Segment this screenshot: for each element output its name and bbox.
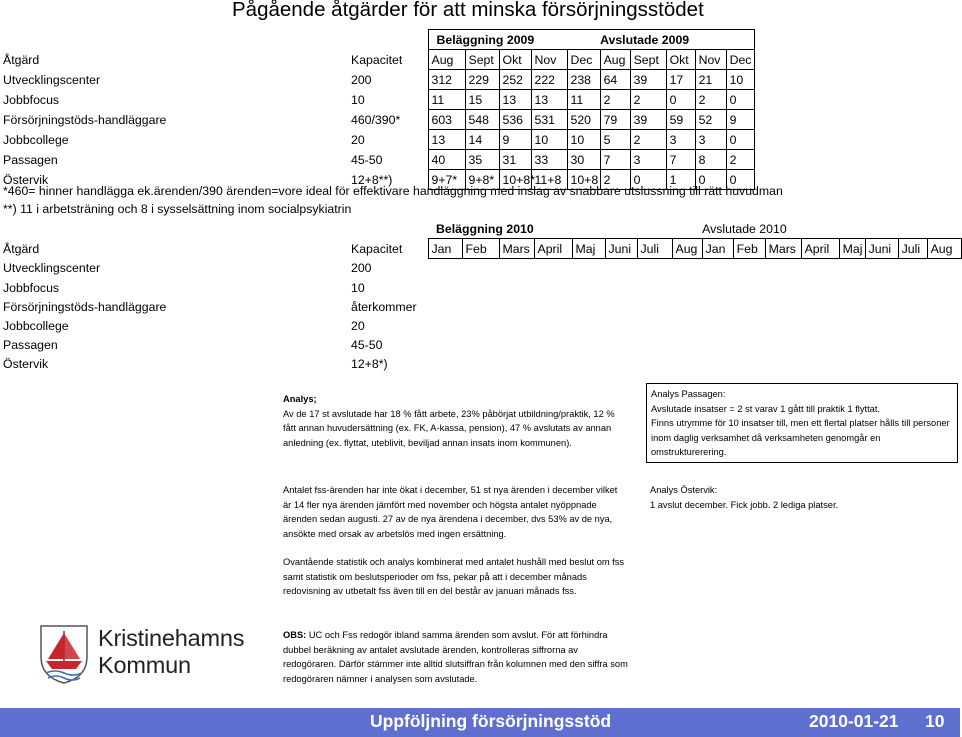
logo-line-1: Kristinehamns bbox=[98, 625, 245, 651]
group-closed-2009-header: Avslutade 2009 bbox=[600, 30, 754, 50]
row-capacity-cell: 200 bbox=[348, 70, 428, 90]
row-value-cell bbox=[927, 297, 961, 316]
table-row bbox=[0, 150, 754, 170]
row-value-cell bbox=[702, 259, 733, 279]
month-header: Mars bbox=[499, 239, 534, 259]
month-header: Juni bbox=[865, 239, 898, 259]
month-header: April bbox=[801, 239, 839, 259]
month-header: Aug bbox=[672, 239, 702, 259]
row-capacity-cell: 45-50 bbox=[348, 150, 428, 170]
row-value-cell: 0 bbox=[726, 170, 754, 190]
table-2009 bbox=[0, 29, 755, 190]
row-value-cell bbox=[672, 316, 702, 335]
row-value-cell bbox=[499, 278, 534, 297]
row-value-cell: 603 bbox=[428, 110, 465, 130]
row-value-cell bbox=[801, 259, 839, 279]
footnote-ostervik: **) 11 i arbetsträning och 8 i sysselsättning inom socialpsykiatrin bbox=[3, 202, 352, 216]
month-header: Jan bbox=[702, 239, 733, 259]
analysis-paragraph-1: Av de 17 st avslutade har 18 % fått arbete, 23% påbörjat utbildning/praktik, 12 % fått annan huvudersättning (ex. FK, A-kassa, pension), 47 % avslutats av annan anledning (ex. flyttat, uteblivit, beviljad annan insats inom kommunen). bbox=[283, 408, 615, 448]
row-value-cell bbox=[637, 278, 672, 297]
row-value-cell bbox=[733, 297, 765, 316]
row-value-cell bbox=[765, 278, 801, 297]
row-value-cell bbox=[605, 259, 637, 279]
month-header: Juni bbox=[605, 239, 637, 259]
month-header: Juli bbox=[898, 239, 927, 259]
ostervik-heading: Analys Östervik: bbox=[650, 485, 718, 495]
footer-title: Uppföljning försörjningsstöd bbox=[370, 711, 612, 731]
row-value-cell bbox=[428, 316, 462, 335]
row-value-cell bbox=[499, 335, 534, 354]
row-value-cell: 0 bbox=[726, 90, 754, 110]
row-value-cell: 52 bbox=[695, 110, 726, 130]
row-action-cell: Jobbcollege bbox=[3, 318, 69, 333]
row-value-cell bbox=[637, 335, 672, 354]
row-value-cell: 8 bbox=[695, 150, 726, 170]
row-action-cell: Utvecklingscenter bbox=[3, 261, 101, 276]
row-value-cell bbox=[865, 335, 898, 354]
table-row bbox=[0, 70, 754, 90]
analysis-box-2 bbox=[279, 480, 632, 546]
row-value-cell bbox=[702, 316, 733, 335]
row-value-cell: 13 bbox=[531, 90, 567, 110]
table-row bbox=[0, 259, 961, 279]
row-value-cell bbox=[801, 278, 839, 297]
row-value-cell bbox=[801, 354, 839, 373]
row-value-cell: 21 bbox=[695, 70, 726, 90]
row-value-cell bbox=[534, 278, 572, 297]
row-value-cell bbox=[534, 297, 572, 316]
row-value-cell bbox=[605, 335, 637, 354]
row-value-cell: 17 bbox=[666, 70, 695, 90]
month-header: Aug bbox=[428, 50, 465, 70]
row-value-cell: 229 bbox=[465, 70, 499, 90]
analysis-paragraph-2: Antalet fss-ärenden har inte ökat i december, 51 st nya ärenden i december vilket är 14 fler nya ärenden jämfört med november och högsta antalet nyöppnade ärenden sedan augusti. 27 av de nya ärendena i december, dvs 53% av de nya, ansökte med orsak av arbetslös med ingen ersättning. bbox=[283, 485, 618, 539]
month-header: April bbox=[534, 239, 572, 259]
row-value-cell bbox=[605, 316, 637, 335]
row-value-cell bbox=[702, 297, 733, 316]
row-value-cell bbox=[462, 278, 499, 297]
row-action-cell: Passagen bbox=[3, 337, 58, 352]
row-value-cell bbox=[462, 354, 499, 373]
row-value-cell bbox=[702, 354, 733, 373]
row-value-cell bbox=[839, 316, 865, 335]
row-value-cell bbox=[898, 316, 927, 335]
row-value-cell bbox=[733, 259, 765, 279]
table-row bbox=[0, 316, 961, 335]
row-capacity-cell: återkommer bbox=[351, 299, 417, 314]
row-value-cell: 3 bbox=[630, 150, 666, 170]
row-value-cell bbox=[865, 354, 898, 373]
group-occupancy-2009-header: Beläggning 2009 bbox=[428, 30, 600, 50]
obs-text: UC och Fss redogör ibland samma ärenden som avslut. För att förhindra dubbel beräkning av antalet avslutade ärenden, kontrolleras siffrorna av redogöraren. Därför stämmer inte alltid slutsiffran från kolumnen med den siffra som redogöraren nämner i analysen som avslutade. bbox=[283, 630, 628, 684]
row-value-cell: 2 bbox=[630, 90, 666, 110]
row-value-cell bbox=[462, 316, 499, 335]
row-value-cell: 64 bbox=[600, 70, 630, 90]
table-row bbox=[0, 335, 961, 354]
row-value-cell bbox=[428, 354, 462, 373]
table-row bbox=[0, 354, 961, 373]
row-value-cell bbox=[572, 297, 605, 316]
analysis-heading: Analys; bbox=[283, 394, 317, 404]
row-value-cell bbox=[499, 259, 534, 279]
row-value-cell: 1 bbox=[666, 170, 695, 190]
row-value-cell bbox=[672, 278, 702, 297]
row-value-cell bbox=[499, 297, 534, 316]
row-value-cell bbox=[534, 316, 572, 335]
row-value-cell bbox=[428, 278, 462, 297]
row-value-cell: 30 bbox=[567, 150, 600, 170]
row-action-cell: Försörjningstöds-handläggare bbox=[3, 299, 167, 314]
table-row bbox=[0, 297, 961, 316]
row-value-cell: 10+8 bbox=[567, 170, 600, 190]
row-value-cell: 252 bbox=[499, 70, 531, 90]
row-value-cell: 9 bbox=[499, 130, 531, 150]
row-value-cell: 13 bbox=[428, 130, 465, 150]
row-value-cell bbox=[572, 316, 605, 335]
row-value-cell bbox=[839, 278, 865, 297]
row-value-cell: 35 bbox=[465, 150, 499, 170]
row-value-cell: 0 bbox=[726, 130, 754, 150]
row-value-cell bbox=[637, 316, 672, 335]
row-value-cell bbox=[765, 316, 801, 335]
row-action-cell: Östervik bbox=[3, 356, 49, 371]
row-value-cell: 10+8* bbox=[499, 170, 531, 190]
row-value-cell: 312 bbox=[428, 70, 465, 90]
column-header-action: Åtgärd bbox=[3, 241, 40, 256]
footer-bar bbox=[0, 708, 960, 737]
row-capacity-cell: 10 bbox=[351, 280, 365, 295]
row-value-cell: 9+8* bbox=[465, 170, 499, 190]
month-header: Dec bbox=[567, 50, 600, 70]
row-value-cell bbox=[839, 335, 865, 354]
row-value-cell bbox=[927, 335, 961, 354]
row-value-cell bbox=[428, 297, 462, 316]
crest-icon bbox=[38, 623, 90, 685]
row-action-cell: Utvecklingscenter bbox=[3, 72, 101, 87]
row-value-cell: 238 bbox=[567, 70, 600, 90]
column-header-action: Åtgärd bbox=[3, 52, 40, 67]
row-value-cell bbox=[605, 278, 637, 297]
month-header: Maj bbox=[839, 239, 865, 259]
row-value-cell bbox=[733, 278, 765, 297]
row-value-cell: 11+8 bbox=[531, 170, 567, 190]
row-action-cell: Östervik bbox=[3, 172, 49, 187]
month-header: Feb bbox=[733, 239, 765, 259]
month-header: Aug bbox=[600, 50, 630, 70]
row-value-cell bbox=[865, 297, 898, 316]
group-occupancy-2010-header: Beläggning 2010 bbox=[436, 221, 534, 236]
row-value-cell bbox=[839, 259, 865, 279]
row-value-cell bbox=[839, 354, 865, 373]
row-value-cell: 10 bbox=[726, 70, 754, 90]
row-value-cell bbox=[765, 259, 801, 279]
row-value-cell: 33 bbox=[531, 150, 567, 170]
column-header-capacity: Kapacitet bbox=[348, 239, 428, 259]
row-value-cell: 536 bbox=[499, 110, 531, 130]
row-value-cell: 0 bbox=[695, 170, 726, 190]
month-header: Feb bbox=[462, 239, 499, 259]
row-value-cell bbox=[898, 354, 927, 373]
row-value-cell bbox=[801, 316, 839, 335]
passagen-paragraph-1: Avslutade insatser = 2 st varav 1 gått till praktik 1 flyttat. bbox=[651, 403, 880, 414]
row-value-cell: 79 bbox=[600, 110, 630, 130]
analysis-paragraph-3: Ovantående statistik och analys kombinerat med antalet hushåll med beslut om fss samt statistik om beslutsperioder om fss, pekar på att i december månads redovisning av utbetalt fss även till en del består av januari månads fss. bbox=[283, 557, 625, 597]
row-value-cell bbox=[898, 278, 927, 297]
table-row bbox=[0, 110, 754, 130]
month-header: Mars bbox=[765, 239, 801, 259]
ostervik-analysis-box bbox=[646, 480, 958, 524]
row-value-cell bbox=[733, 335, 765, 354]
row-value-cell bbox=[462, 335, 499, 354]
row-value-cell bbox=[733, 354, 765, 373]
analysis-box bbox=[279, 389, 632, 471]
row-value-cell: 2 bbox=[726, 150, 754, 170]
row-value-cell bbox=[605, 354, 637, 373]
row-value-cell bbox=[898, 259, 927, 279]
row-value-cell: 3 bbox=[666, 130, 695, 150]
table-row bbox=[0, 90, 754, 110]
row-value-cell bbox=[534, 354, 572, 373]
row-capacity-cell: 200 bbox=[351, 261, 372, 276]
row-value-cell: 2 bbox=[600, 170, 630, 190]
row-value-cell: 520 bbox=[567, 110, 600, 130]
row-value-cell bbox=[927, 259, 961, 279]
row-value-cell: 9+7* bbox=[428, 170, 465, 190]
month-header: Nov bbox=[695, 50, 726, 70]
passagen-paragraph-2: Finns utrymme för 10 insatser till, men ett flertal platser hålls till personer inom daglig verksamhet då verksamheten genomgår en omstrukturerering. bbox=[651, 418, 950, 458]
analysis-box-3 bbox=[279, 552, 632, 618]
row-value-cell: 14 bbox=[465, 130, 499, 150]
row-value-cell bbox=[898, 297, 927, 316]
obs-label: OBS: bbox=[283, 630, 307, 640]
row-value-cell bbox=[572, 335, 605, 354]
row-value-cell bbox=[733, 316, 765, 335]
row-value-cell: 7 bbox=[666, 150, 695, 170]
row-value-cell: 222 bbox=[531, 70, 567, 90]
row-capacity-cell: 20 bbox=[351, 318, 365, 333]
row-value-cell bbox=[572, 259, 605, 279]
row-capacity-cell: 10 bbox=[348, 90, 428, 110]
row-action-cell: Jobbfocus bbox=[3, 280, 60, 295]
row-capacity-cell: 12+8*) bbox=[351, 356, 388, 371]
row-value-cell: 40 bbox=[428, 150, 465, 170]
row-value-cell: 15 bbox=[465, 90, 499, 110]
month-header: Sept bbox=[465, 50, 499, 70]
row-value-cell bbox=[865, 278, 898, 297]
row-value-cell bbox=[801, 335, 839, 354]
analysis-obs-box bbox=[279, 625, 632, 687]
month-header: Maj bbox=[572, 239, 605, 259]
row-value-cell: 0 bbox=[630, 170, 666, 190]
row-value-cell bbox=[672, 259, 702, 279]
footer-page-number: 10 bbox=[925, 711, 945, 731]
row-capacity-cell: 20 bbox=[348, 130, 428, 150]
row-value-cell: 11 bbox=[567, 90, 600, 110]
row-value-cell bbox=[637, 259, 672, 279]
month-header: Aug bbox=[927, 239, 961, 259]
row-value-cell: 10 bbox=[567, 130, 600, 150]
row-value-cell bbox=[865, 259, 898, 279]
month-header: Okt bbox=[666, 50, 695, 70]
row-value-cell bbox=[702, 278, 733, 297]
row-value-cell bbox=[462, 259, 499, 279]
ostervik-paragraph-1: 1 avslut december. Fick jobb. 2 lediga platser. bbox=[650, 499, 839, 510]
row-action-cell: Passagen bbox=[3, 152, 58, 167]
month-header: Sept bbox=[630, 50, 666, 70]
row-value-cell bbox=[428, 259, 462, 279]
row-value-cell bbox=[572, 354, 605, 373]
month-header: Okt bbox=[499, 50, 531, 70]
row-value-cell: 3 bbox=[695, 130, 726, 150]
row-value-cell bbox=[462, 297, 499, 316]
row-value-cell bbox=[898, 335, 927, 354]
row-value-cell: 531 bbox=[531, 110, 567, 130]
row-value-cell bbox=[765, 354, 801, 373]
row-value-cell bbox=[499, 354, 534, 373]
logo-line-2: Kommun bbox=[98, 652, 191, 678]
row-value-cell bbox=[801, 297, 839, 316]
row-value-cell bbox=[499, 316, 534, 335]
row-value-cell bbox=[534, 335, 572, 354]
row-value-cell bbox=[637, 354, 672, 373]
month-header: Nov bbox=[531, 50, 567, 70]
row-action-cell: Försörjningstöds-handläggare bbox=[3, 112, 167, 127]
month-header: Juli bbox=[637, 239, 672, 259]
row-value-cell bbox=[702, 335, 733, 354]
table-2010 bbox=[0, 219, 962, 373]
row-value-cell bbox=[572, 278, 605, 297]
row-value-cell bbox=[765, 297, 801, 316]
row-value-cell bbox=[534, 259, 572, 279]
row-value-cell bbox=[637, 297, 672, 316]
row-capacity-cell: 45-50 bbox=[351, 337, 383, 352]
row-value-cell bbox=[605, 297, 637, 316]
month-header: Jan bbox=[428, 239, 462, 259]
group-closed-2010-header: Avslutade 2010 bbox=[702, 221, 787, 236]
passagen-heading: Analys Passagen: bbox=[651, 389, 726, 399]
row-value-cell bbox=[672, 335, 702, 354]
row-capacity-cell: 12+8**) bbox=[348, 170, 428, 190]
row-value-cell: 39 bbox=[630, 110, 666, 130]
row-value-cell: 7 bbox=[600, 150, 630, 170]
row-value-cell: 11 bbox=[428, 90, 465, 110]
table-row bbox=[0, 278, 961, 297]
row-value-cell: 10 bbox=[531, 130, 567, 150]
row-value-cell: 2 bbox=[630, 130, 666, 150]
table-row bbox=[0, 130, 754, 150]
footer-date: 2010-01-21 bbox=[809, 711, 899, 731]
column-header-capacity: Kapacitet bbox=[348, 50, 428, 70]
row-value-cell: 59 bbox=[666, 110, 695, 130]
row-value-cell bbox=[672, 297, 702, 316]
row-value-cell: 2 bbox=[600, 90, 630, 110]
row-value-cell: 9 bbox=[726, 110, 754, 130]
footnote-capacity: *460= hinner handlägga ek.ärenden/390 ärenden=vore ideal för effektivare handläggning med inslag av snabbare utslussning till rätt huvudman bbox=[3, 184, 783, 198]
row-value-cell bbox=[865, 316, 898, 335]
row-value-cell: 31 bbox=[499, 150, 531, 170]
row-value-cell bbox=[927, 354, 961, 373]
row-value-cell bbox=[927, 316, 961, 335]
row-capacity-cell: 460/390* bbox=[348, 110, 428, 130]
row-action-cell: Jobbcollege bbox=[3, 132, 69, 147]
row-value-cell: 5 bbox=[600, 130, 630, 150]
row-value-cell: 13 bbox=[499, 90, 531, 110]
row-value-cell: 2 bbox=[695, 90, 726, 110]
row-value-cell bbox=[765, 335, 801, 354]
row-value-cell bbox=[428, 335, 462, 354]
row-action-cell: Jobbfocus bbox=[3, 92, 60, 107]
row-value-cell bbox=[839, 297, 865, 316]
month-header: Dec bbox=[726, 50, 754, 70]
kristinehamns-kommun-logo bbox=[38, 623, 245, 687]
passagen-analysis-box bbox=[646, 383, 958, 463]
row-value-cell: 39 bbox=[630, 70, 666, 90]
row-value-cell: 548 bbox=[465, 110, 499, 130]
row-value-cell bbox=[927, 278, 961, 297]
row-value-cell: 0 bbox=[666, 90, 695, 110]
page-title: Pågående åtgärder för att minska försörjningsstödet bbox=[232, 0, 704, 21]
row-value-cell bbox=[672, 354, 702, 373]
